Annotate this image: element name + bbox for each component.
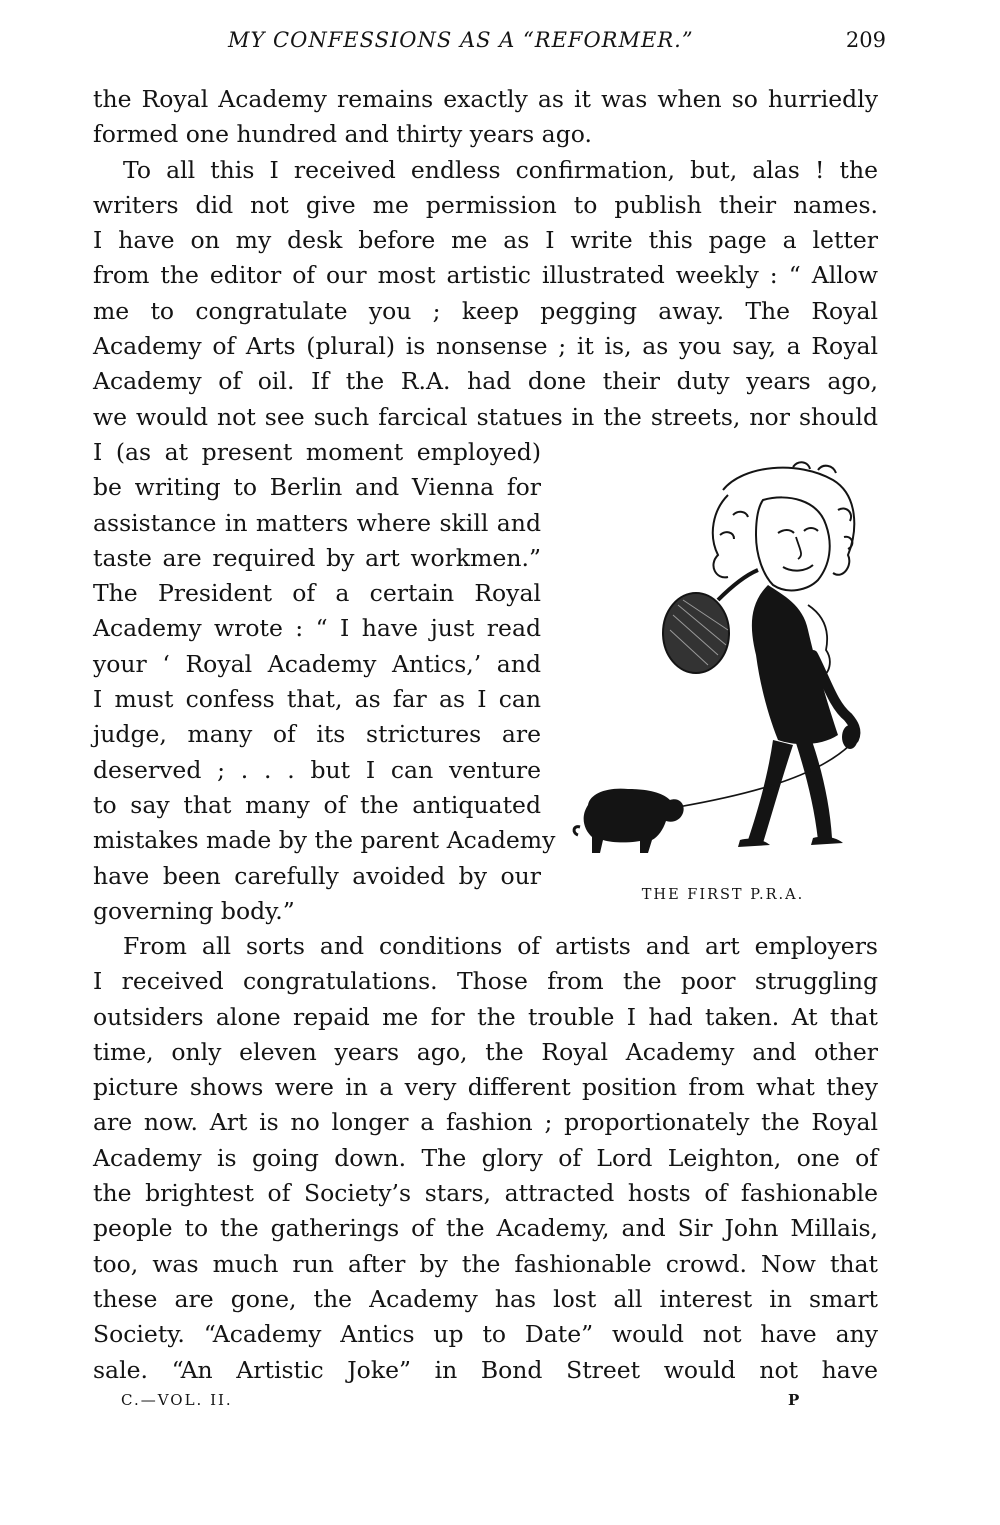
text-line: mistakes made by the parent Academy bbox=[93, 826, 556, 855]
face-shape bbox=[756, 497, 830, 590]
text-line: assistance in matters where skill and bbox=[93, 508, 541, 537]
text-line: From all sorts and conditions of artists and art employers bbox=[123, 932, 878, 960]
text-line: these are gone, the Academy has lost all interest in smart bbox=[93, 1284, 878, 1313]
text-line: the brightest of Society’s stars, attracted hosts of fashionable bbox=[93, 1179, 878, 1208]
text-line: people to the gatherings of the Academy, and Sir John Millais, bbox=[93, 1214, 878, 1243]
legs-shape bbox=[748, 740, 832, 843]
top-paragraph-block bbox=[93, 82, 878, 435]
text-line: be writing to Berlin and Vienna for bbox=[93, 473, 541, 502]
text-line: time, only eleven years ago, the Royal Academy and other bbox=[93, 1037, 878, 1066]
text-line: me to congratulate you ; keep pegging away. The Royal bbox=[93, 296, 878, 325]
signature-letter: P bbox=[788, 1391, 800, 1409]
text-line: judge, many of its strictures are bbox=[93, 720, 541, 749]
wrapped-paragraph-block bbox=[93, 435, 556, 929]
signature-mark: C.—VOL. II. bbox=[121, 1391, 233, 1409]
bottom-paragraph-block bbox=[93, 929, 878, 1388]
text-line: the Royal Academy remains exactly as it was when so hurriedly bbox=[93, 85, 878, 113]
text-line: taste are required by art workmen.” bbox=[93, 543, 541, 572]
text-line: picture shows were in a very different position from what they bbox=[93, 1073, 878, 1102]
text-line: too, was much run after by the fashionable crowd. Now that bbox=[93, 1249, 878, 1278]
text-line: sale. “An Artistic Joke” in Bond Street would not have bbox=[93, 1355, 878, 1384]
text-line: writers did not give me permission to publish their names. bbox=[93, 190, 878, 219]
text-line: To all this I received endless confirmation, but, alas ! the bbox=[123, 155, 878, 184]
text-line: Academy wrote : “ I have just read bbox=[93, 614, 541, 643]
text-line: Academy of Arts (plural) is nonsense ; it is, as you say, a Royal bbox=[93, 332, 878, 361]
text-line: your ‘ Royal Academy Antics,’ and bbox=[93, 649, 541, 678]
text-line: to say that many of the antiquated bbox=[93, 790, 541, 819]
caricature-illustration bbox=[568, 455, 878, 875]
text-line: I (as at present moment employed) bbox=[93, 438, 541, 466]
text-line: from the editor of our most artistic illustrated weekly : “ Allow bbox=[93, 261, 878, 290]
text-line: Academy is going down. The glory of Lord Leighton, one of bbox=[93, 1143, 878, 1172]
text-line: outsiders alone repaid me for the trouble I had taken. At that bbox=[93, 1002, 878, 1031]
text-line: Academy of oil. If the R.A. had done their duty years ago, bbox=[93, 367, 878, 396]
text-line: formed one hundred and thirty years ago. bbox=[93, 120, 592, 149]
text-line: governing body.” bbox=[93, 896, 295, 925]
text-line: I have on my desk before me as I write this page a letter bbox=[93, 226, 878, 255]
text-line: we would not see such farcical statues in the streets, nor should bbox=[93, 402, 878, 431]
text-line: I must confess that, as far as I can bbox=[93, 685, 541, 714]
text-line: Society. “Academy Antics up to Date” would not have any bbox=[93, 1320, 878, 1349]
text-line: are now. Art is no longer a fashion ; proportionately the Royal bbox=[93, 1108, 878, 1137]
running-title: MY CONFESSIONS AS A “REFORMER.” bbox=[228, 28, 694, 52]
page-number: 209 bbox=[845, 28, 886, 52]
dog-shape bbox=[584, 789, 684, 853]
text-line: The President of a certain Royal bbox=[93, 579, 541, 608]
text-line: deserved ; . . . but I can venture bbox=[93, 755, 541, 784]
text-line: have been carefully avoided by our bbox=[93, 861, 541, 890]
figure-caption: THE FIRST P.R.A. bbox=[641, 887, 805, 903]
text-line: I received congratulations. Those from the poor struggling bbox=[93, 967, 878, 996]
